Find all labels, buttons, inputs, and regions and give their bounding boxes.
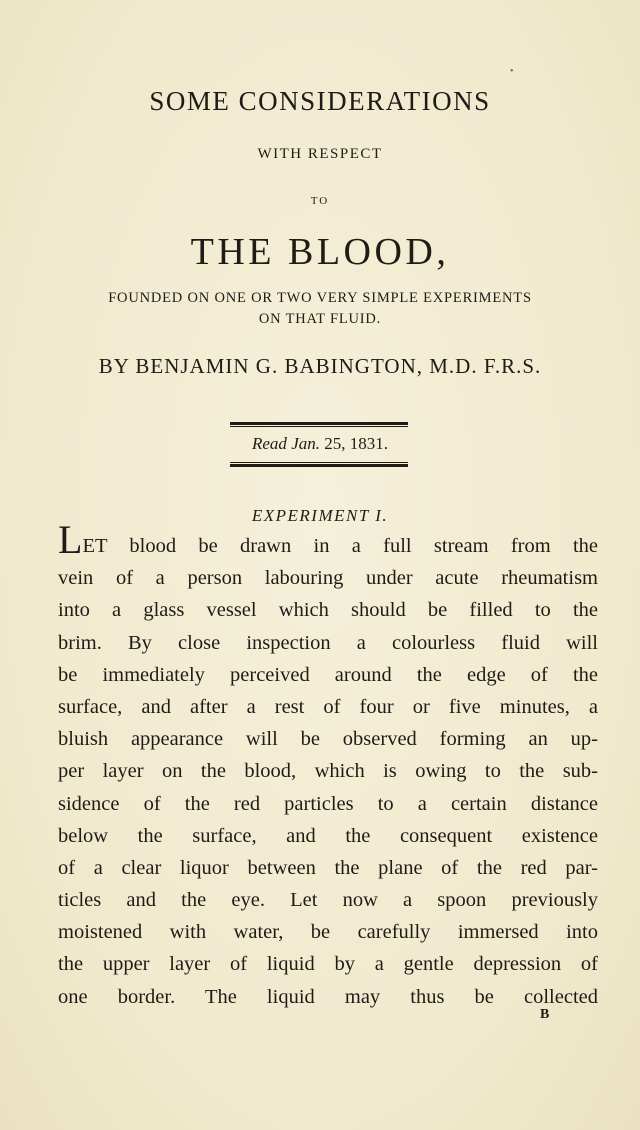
body-line: moistened with water, be carefully immersed into [58,921,598,944]
body-line: brim. By close inspection a colourless fluid will [58,631,598,654]
subtitle: WITH RESPECT [257,146,383,162]
bottom-rule-thin [230,462,408,463]
body-line: be immediately perceived around the edge of the [58,663,598,686]
read-month: Jan. [291,434,320,453]
to-line: TO [310,195,330,207]
first-line-text: ET blood be drawn in a full stream from the [82,535,598,557]
founded-line-1: FOUNDED ON ONE OR TWO VERY SIMPLE EXPERIMENTS [108,290,532,306]
body-line: the upper layer of liquid by a gentle depression of [58,953,598,976]
read-date [0,434,640,454]
experiment-heading: EXPERIMENT I. [251,506,389,525]
page-speck: • [510,66,514,77]
top-rule-thick [230,422,408,425]
bottom-rule-thick [230,464,408,467]
body-line: vein of a person labouring under acute rheumatism [58,567,598,590]
body-line-1 [58,517,598,562]
signature-mark: B [540,1007,550,1022]
body-line: per layer on the blood, which is owing to the sub- [58,760,598,783]
drop-cap: L [58,517,83,562]
body-line: of a clear liquor between the plane of the red par- [58,856,598,879]
top-rule-thin [230,426,408,427]
founded-line-2: ON THAT FLUID. [258,311,382,327]
author-line: BY BENJAMIN G. BABINGTON, M.D. F.R.S. [98,354,542,378]
body-line: surface, and after a rest of four or five minutes, a [58,695,598,718]
body-line: ticles and the eye. Let now a spoon previously [58,889,598,912]
body-text [58,517,598,1013]
body-line: into a glass vessel which should be filled to the [58,599,598,622]
read-rest: 25, 1831. [319,434,388,453]
read-prefix: Read [252,434,292,453]
body-line: bluish appearance will be observed forming an up- [58,728,598,751]
title: SOME CONSIDERATIONS [149,86,491,116]
body-line: one border. The liquid may thus be collected [58,985,598,1008]
body-line: sidence of the red particles to a certain distance [58,792,598,815]
main-title: THE BLOOD, [190,231,450,273]
body-line: below the surface, and the consequent existence [58,824,598,847]
